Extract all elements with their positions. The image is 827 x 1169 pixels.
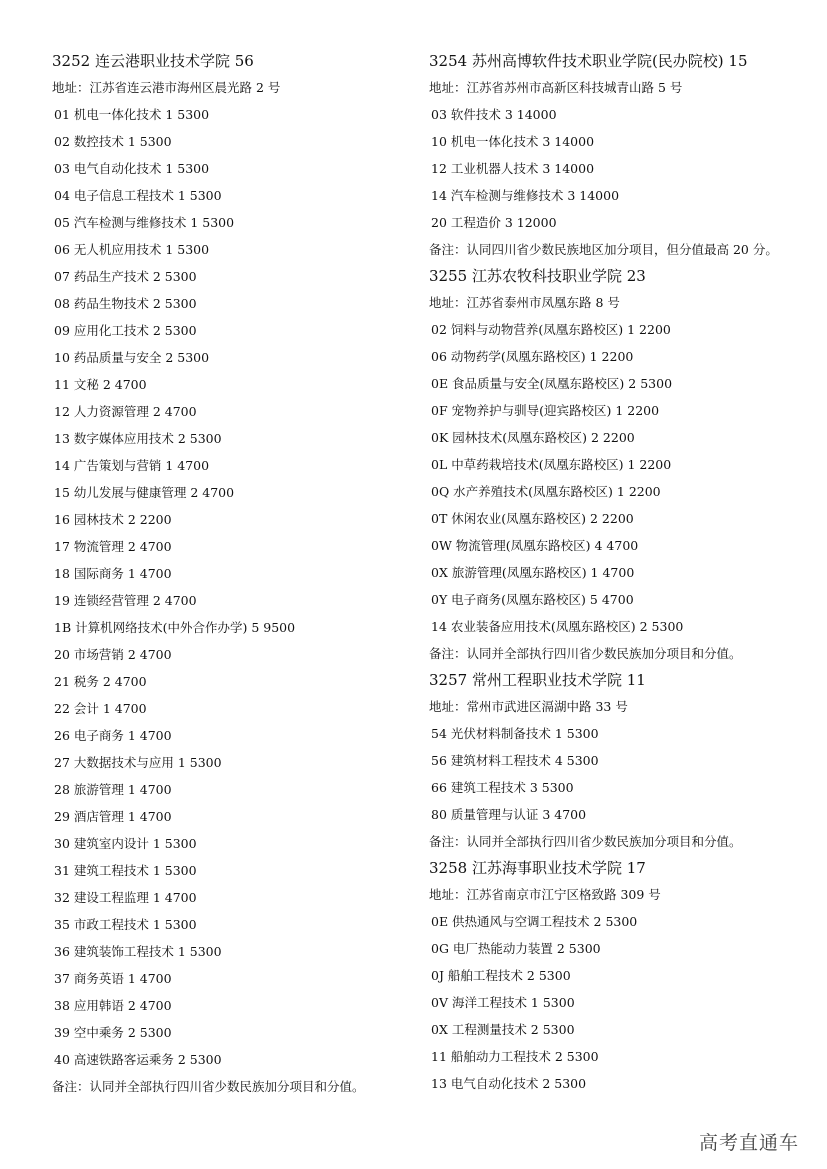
major-item: 0J 船舶工程技术 2 5300 <box>431 968 571 983</box>
major-item: 12 工业机器人技术 3 14000 <box>431 161 595 176</box>
major-item: 0V 海洋工程技术 1 5300 <box>431 995 575 1010</box>
school-title: 3257 常州工程职业技术学院 11 <box>429 671 646 689</box>
major-item: 12 人力资源管理 2 4700 <box>54 404 197 419</box>
school-title: 3252 连云港职业技术学院 56 <box>52 52 254 70</box>
left-column <box>52 48 417 1100</box>
school-note: 备注：认同并全部执行四川省少数民族加分项目和分值。 <box>52 1079 365 1094</box>
major-item: 07 药品生产技术 2 5300 <box>54 269 197 284</box>
major-item: 37 商务英语 1 4700 <box>54 971 172 986</box>
major-item: 03 电气自动化技术 1 5300 <box>54 161 210 176</box>
major-item: 01 机电一体化技术 1 5300 <box>54 107 210 122</box>
major-item: 54 光伏材料制备技术 1 5300 <box>431 726 599 741</box>
major-item: 13 电气自动化技术 2 5300 <box>431 1076 587 1091</box>
major-item: 14 广告策划与营销 1 4700 <box>54 458 210 473</box>
school-note: 备注：认同四川省少数民族地区加分项目，但分值最高 20 分。 <box>429 242 778 257</box>
major-item: 02 数控技术 1 5300 <box>54 134 172 149</box>
major-item: 80 质量管理与认证 3 4700 <box>431 807 587 822</box>
major-item: 19 连锁经营管理 2 4700 <box>54 593 197 608</box>
watermark: 高考直通车 <box>698 1132 799 1154</box>
major-item: 0L 中草药栽培技术(凤凰东路校区) 1 2200 <box>431 457 672 472</box>
major-item: 66 建筑工程技术 3 5300 <box>431 780 574 795</box>
major-item: 31 建筑工程技术 1 5300 <box>54 863 197 878</box>
major-item: 0Q 水产养殖技术(凤凰东路校区) 1 2200 <box>431 484 661 499</box>
major-item: 15 幼儿发展与健康管理 2 4700 <box>54 485 235 500</box>
school-address: 地址：江苏省苏州市高新区科技城青山路 5 号 <box>429 80 683 95</box>
major-item: 08 药品生物技术 2 5300 <box>54 296 197 311</box>
major-list <box>52 101 417 1073</box>
major-item: 10 机电一体化技术 3 14000 <box>431 134 595 149</box>
major-item: 21 税务 2 4700 <box>54 674 147 689</box>
major-item: 0G 电厂热能动力装置 2 5300 <box>431 941 601 956</box>
school-block <box>429 48 814 263</box>
major-item: 27 大数据技术与应用 1 5300 <box>54 755 222 770</box>
major-item: 09 应用化工技术 2 5300 <box>54 323 197 338</box>
major-item: 0X 工程测量技术 2 5300 <box>431 1022 575 1037</box>
major-item: 1B 计算机网络技术(中外合作办学) 5 9500 <box>54 620 296 635</box>
major-item: 20 工程造价 3 12000 <box>431 215 557 230</box>
major-item: 10 药品质量与安全 2 5300 <box>54 350 210 365</box>
major-item: 56 建筑材料工程技术 4 5300 <box>431 753 599 768</box>
school-block <box>52 48 417 1100</box>
major-item: 11 文秘 2 4700 <box>54 377 147 392</box>
major-item: 0F 宠物养护与驯导(迎宾路校区) 1 2200 <box>431 403 660 418</box>
major-item: 30 建筑室内设计 1 5300 <box>54 836 197 851</box>
major-item: 35 市政工程技术 1 5300 <box>54 917 197 932</box>
major-item: 40 高速铁路客运乘务 2 5300 <box>54 1052 222 1067</box>
school-note: 备注：认同并全部执行四川省少数民族加分项目和分值。 <box>429 646 742 661</box>
major-item: 0E 供热通风与空调工程技术 2 5300 <box>431 914 638 929</box>
major-item: 04 电子信息工程技术 1 5300 <box>54 188 222 203</box>
school-address: 地址：江苏省泰州市凤凰东路 8 号 <box>429 295 620 310</box>
major-item: 0W 物流管理(凤凰东路校区) 4 4700 <box>431 538 639 553</box>
major-list <box>429 101 814 236</box>
major-item: 17 物流管理 2 4700 <box>54 539 172 554</box>
major-item: 28 旅游管理 1 4700 <box>54 782 172 797</box>
major-item: 20 市场营销 2 4700 <box>54 647 172 662</box>
right-column <box>429 48 814 1097</box>
major-item: 16 园林技术 2 2200 <box>54 512 172 527</box>
major-item: 0Y 电子商务(凤凰东路校区) 5 4700 <box>431 592 634 607</box>
school-address: 地址：江苏省南京市江宁区格致路 309 号 <box>429 887 661 902</box>
school-title: 3254 苏州高博软件技术职业学院(民办院校) 15 <box>429 52 748 70</box>
school-address: 地址：江苏省连云港市海州区晨光路 2 号 <box>52 80 281 95</box>
major-item: 32 建设工程监理 1 4700 <box>54 890 197 905</box>
major-item: 14 汽车检测与维修技术 3 14000 <box>431 188 620 203</box>
major-item: 26 电子商务 1 4700 <box>54 728 172 743</box>
major-item: 05 汽车检测与维修技术 1 5300 <box>54 215 235 230</box>
major-item: 22 会计 1 4700 <box>54 701 147 716</box>
major-item: 36 建筑装饰工程技术 1 5300 <box>54 944 222 959</box>
major-list <box>429 316 814 640</box>
major-item: 0E 食品质量与安全(凤凰东路校区) 2 5300 <box>431 376 673 391</box>
school-block <box>429 263 814 667</box>
school-block <box>429 855 814 1097</box>
school-block <box>429 667 814 855</box>
major-item: 29 酒店管理 1 4700 <box>54 809 172 824</box>
school-note: 备注：认同并全部执行四川省少数民族加分项目和分值。 <box>429 834 742 849</box>
major-item: 13 数字媒体应用技术 2 5300 <box>54 431 222 446</box>
major-item: 0X 旅游管理(凤凰东路校区) 1 4700 <box>431 565 635 580</box>
major-list <box>429 908 814 1097</box>
major-item: 39 空中乘务 2 5300 <box>54 1025 172 1040</box>
school-address: 地址：常州市武进区滆湖中路 33 号 <box>429 699 628 714</box>
major-item: 18 国际商务 1 4700 <box>54 566 172 581</box>
major-item: 06 动物药学(凤凰东路校区) 1 2200 <box>431 349 634 364</box>
major-item: 02 饲料与动物营养(凤凰东路校区) 1 2200 <box>431 322 671 337</box>
major-item: 06 无人机应用技术 1 5300 <box>54 242 210 257</box>
major-item: 14 农业装备应用技术(凤凰东路校区) 2 5300 <box>431 619 684 634</box>
major-list <box>429 720 814 828</box>
major-item: 0K 园林技术(凤凰东路校区) 2 2200 <box>431 430 635 445</box>
major-item: 03 软件技术 3 14000 <box>431 107 557 122</box>
school-title: 3255 江苏农牧科技职业学院 23 <box>429 267 646 285</box>
school-title: 3258 江苏海事职业技术学院 17 <box>429 859 646 877</box>
major-item: 0T 休闲农业(凤凰东路校区) 2 2200 <box>431 511 634 526</box>
major-item: 38 应用韩语 2 4700 <box>54 998 172 1013</box>
major-item: 11 船舶动力工程技术 2 5300 <box>431 1049 599 1064</box>
